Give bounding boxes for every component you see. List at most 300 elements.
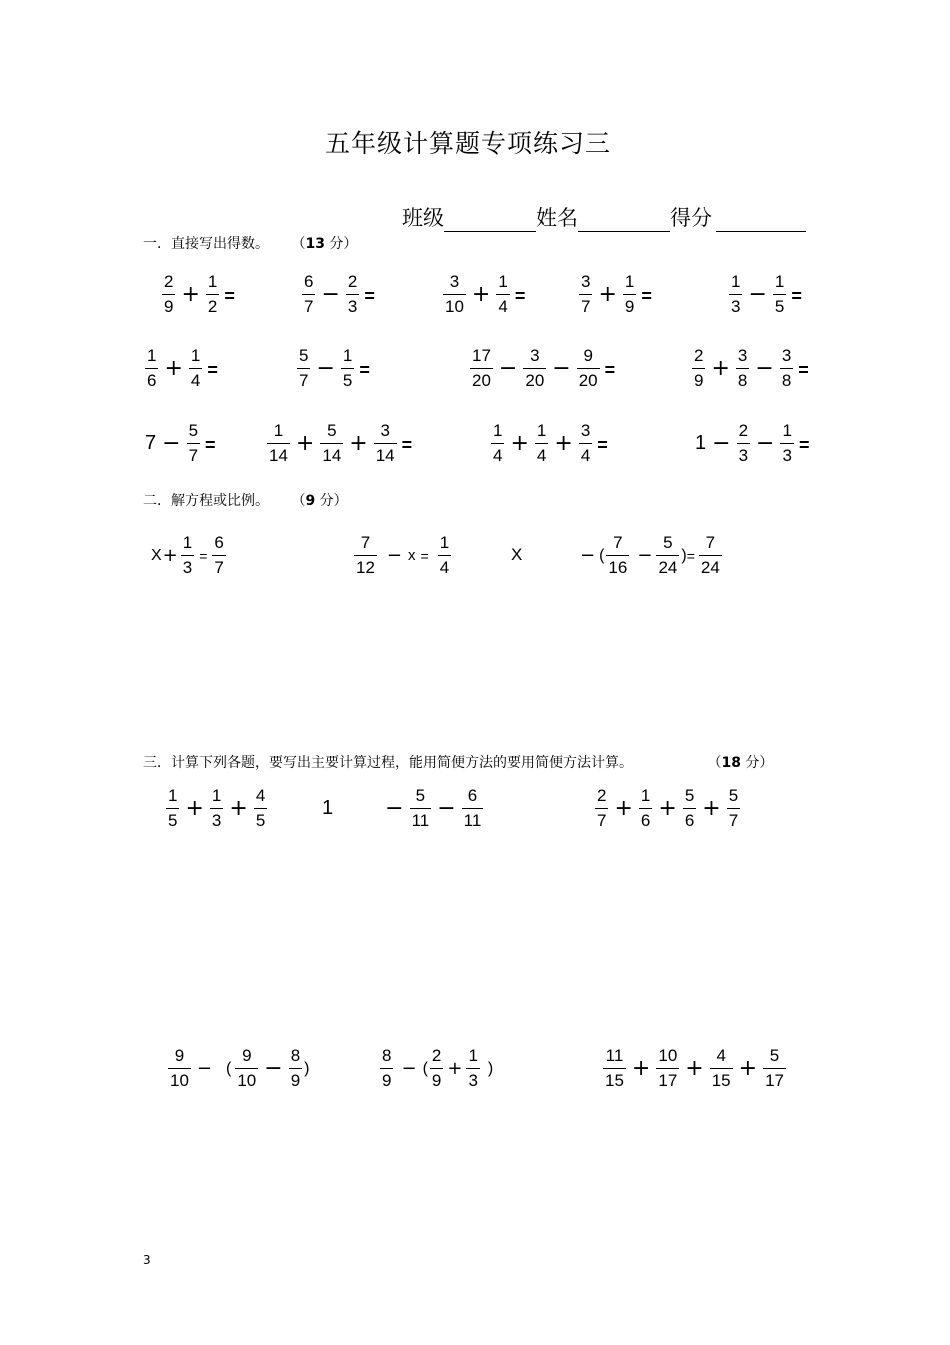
- minus-sign: −: [712, 430, 731, 456]
- fraction: [496, 272, 509, 317]
- plus-sign: +: [181, 281, 200, 307]
- denominator: 4: [498, 297, 508, 316]
- problem-1-2: [300, 272, 375, 317]
- denominator: 10: [445, 297, 464, 316]
- fraction: [254, 786, 267, 831]
- student-info: [402, 202, 806, 232]
- numerator: 3: [530, 346, 540, 365]
- plus-sign: +: [554, 430, 573, 456]
- variable: X: [511, 545, 523, 564]
- plus-sign: +: [631, 1055, 651, 1081]
- fraction-bar: [302, 294, 315, 295]
- fraction: [623, 272, 636, 317]
- numerator: 1: [624, 272, 635, 291]
- fraction: [289, 1046, 302, 1091]
- name-blank[interactable]: [578, 209, 670, 232]
- fraction: [162, 272, 175, 317]
- equals-sign: =: [686, 547, 695, 564]
- fraction-bar: [577, 368, 600, 369]
- fraction: [470, 346, 493, 391]
- section-1-points: [291, 236, 357, 252]
- equals-sign: =: [207, 360, 218, 380]
- fraction-bar: [267, 443, 290, 444]
- fraction-bar: [410, 808, 432, 809]
- variable: X: [151, 546, 162, 564]
- fraction-bar: [639, 808, 652, 809]
- denominator: 4: [190, 371, 201, 390]
- fraction: [302, 272, 315, 317]
- fraction-bar: [491, 443, 504, 444]
- minus-sign: −: [386, 544, 403, 566]
- numerator: 3: [737, 346, 748, 365]
- fraction: [606, 533, 629, 578]
- points-open: （: [707, 755, 722, 771]
- numerator: 1: [207, 272, 218, 291]
- numerator: 2: [164, 272, 174, 291]
- numerator: 3: [449, 272, 460, 291]
- problem-1-4: [577, 272, 652, 317]
- points-close: 分）: [324, 236, 358, 252]
- problem-1-8: [468, 346, 615, 391]
- fraction: [773, 272, 786, 317]
- numerator: 5: [327, 421, 337, 440]
- fraction-bar: [780, 443, 793, 444]
- equation-3: [576, 533, 724, 578]
- fraction: [656, 533, 679, 578]
- denominator: 3: [738, 446, 749, 465]
- calc-6: [601, 1046, 788, 1091]
- numerator: 3: [581, 272, 591, 291]
- fraction: [341, 346, 354, 391]
- fraction-bar: [606, 555, 629, 556]
- denominator: 11: [411, 811, 430, 830]
- equals-sign: =: [798, 435, 810, 455]
- denominator: 24: [658, 558, 678, 577]
- points-open: （: [291, 236, 306, 252]
- fraction: [577, 346, 600, 391]
- denominator: 17: [765, 1071, 784, 1090]
- denominator: 7: [597, 811, 607, 830]
- fraction-bar: [206, 294, 219, 295]
- numerator: 5: [663, 533, 673, 552]
- denominator: 14: [322, 446, 342, 465]
- fraction: [210, 786, 223, 831]
- fraction-bar: [189, 368, 202, 369]
- denominator: 5: [168, 811, 178, 830]
- plus-sign: +: [685, 1055, 704, 1081]
- fraction: [603, 1046, 626, 1091]
- denominator: 9: [164, 297, 174, 316]
- plus-sign: +: [295, 430, 315, 456]
- denominator: 14: [269, 446, 288, 465]
- problem-1-9: [690, 346, 809, 391]
- fraction-bar: [380, 1068, 393, 1069]
- fraction-bar: [727, 808, 740, 809]
- numerator: 2: [347, 272, 358, 291]
- numerator: 5: [188, 421, 199, 440]
- right-paren: ): [304, 1059, 310, 1077]
- problem-1-5: [727, 272, 802, 317]
- whole-number: 7: [145, 432, 157, 454]
- denominator: 7: [304, 297, 314, 316]
- numerator: 3: [580, 421, 591, 440]
- fraction: [145, 346, 158, 391]
- problem-1-6: [143, 346, 218, 391]
- fraction-bar: [181, 555, 194, 556]
- fraction-bar: [168, 1068, 191, 1069]
- fraction: [235, 1046, 258, 1091]
- fraction-bar: [579, 294, 592, 295]
- fraction: [410, 786, 432, 831]
- fraction: [380, 1046, 393, 1091]
- fraction: [523, 346, 546, 391]
- equals-sign: =: [364, 286, 375, 306]
- problem-1-13: [693, 421, 809, 466]
- numerator: 1: [493, 421, 503, 440]
- plus-sign: +: [185, 795, 204, 821]
- fraction: [699, 533, 722, 578]
- denominator: 4: [493, 446, 503, 465]
- numerator: 4: [255, 786, 266, 805]
- fraction-bar: [341, 368, 354, 369]
- fraction-bar: [254, 808, 267, 809]
- plus-sign: +: [598, 281, 617, 307]
- fraction: [710, 1046, 733, 1091]
- calc-3: [593, 786, 742, 831]
- denominator: 4: [536, 446, 547, 465]
- fraction-bar: [354, 555, 377, 556]
- numerator: 3: [781, 346, 792, 365]
- calc-2: [320, 786, 485, 831]
- fraction: [737, 421, 750, 466]
- plus-sign: +: [614, 795, 633, 821]
- numerator: 1: [273, 421, 284, 440]
- numerator: 1: [468, 1046, 478, 1065]
- fraction: [729, 272, 742, 317]
- minus-sign: −: [755, 355, 774, 381]
- denominator: 7: [214, 558, 224, 577]
- denominator: 10: [237, 1071, 257, 1090]
- numerator: 9: [174, 1046, 185, 1065]
- fraction-bar: [523, 368, 546, 369]
- numerator: 6: [304, 272, 314, 291]
- fraction-bar: [162, 294, 175, 295]
- fraction-bar: [443, 294, 466, 295]
- fraction-bar: [737, 443, 750, 444]
- problem-1-7: [295, 346, 370, 391]
- left-paren: (: [599, 546, 605, 564]
- fraction: [168, 1046, 191, 1091]
- fraction: [595, 786, 608, 831]
- denominator: 7: [728, 811, 739, 830]
- minus-sign: −: [162, 430, 181, 456]
- fraction-bar: [710, 1068, 733, 1069]
- equals-sign: =: [205, 435, 216, 455]
- page-number: 3: [143, 1253, 151, 1267]
- fraction-bar: [656, 1068, 679, 1069]
- problem-1-12: [489, 421, 608, 466]
- numerator: 8: [290, 1046, 301, 1065]
- fraction: [166, 786, 179, 831]
- fraction-bar: [235, 1068, 258, 1069]
- equals-sign: =: [359, 360, 370, 380]
- denominator: 9: [624, 297, 635, 316]
- plus-sign: +: [349, 430, 368, 456]
- plus-sign: +: [164, 355, 183, 381]
- denominator: 6: [147, 371, 157, 390]
- minus-sign: −: [264, 1055, 283, 1081]
- numerator: 11: [605, 1046, 624, 1065]
- denominator: 14: [375, 446, 395, 465]
- fraction-bar: [683, 808, 696, 809]
- fraction-bar: [289, 1068, 302, 1069]
- fraction: [181, 533, 194, 578]
- fraction: [535, 421, 548, 466]
- denominator: 9: [382, 1071, 392, 1090]
- numerator: 1: [498, 272, 508, 291]
- right-paren: ): [681, 546, 687, 564]
- fraction-bar: [496, 294, 509, 295]
- equals-sign: =: [791, 286, 802, 306]
- fraction: [297, 346, 310, 391]
- fraction-bar: [603, 1068, 626, 1069]
- denominator: 6: [684, 811, 695, 830]
- minus-sign: −: [437, 795, 456, 821]
- fraction: [727, 786, 740, 831]
- fraction: [656, 1046, 679, 1091]
- variable: x: [408, 547, 416, 564]
- denominator: 3: [182, 558, 193, 577]
- fraction: [639, 786, 652, 831]
- denominator: 9: [431, 1071, 442, 1090]
- fraction-bar: [210, 808, 223, 809]
- fraction-bar: [187, 443, 200, 444]
- fraction-bar: [763, 1068, 786, 1069]
- calc-4: [166, 1046, 310, 1091]
- minus-sign: −: [316, 355, 335, 381]
- right-paren: ): [487, 1059, 494, 1077]
- numerator: 9: [242, 1046, 252, 1065]
- denominator: 3: [211, 811, 222, 830]
- fraction: [206, 272, 219, 317]
- numerator: 1: [182, 533, 193, 552]
- numerator: 10: [658, 1046, 678, 1065]
- denominator: 8: [781, 371, 792, 390]
- fraction: [430, 1046, 443, 1091]
- fraction-bar: [729, 294, 742, 295]
- minus-sign: −: [756, 430, 775, 456]
- fraction: [346, 272, 359, 317]
- problem-1-3: [441, 272, 525, 317]
- numerator: 1: [782, 421, 792, 440]
- numerator: 1: [342, 346, 353, 365]
- denominator: 20: [578, 371, 598, 390]
- equals-sign: =: [597, 435, 608, 455]
- plus-sign: +: [711, 355, 730, 381]
- denominator: 11: [463, 811, 482, 830]
- fraction-bar: [692, 368, 705, 369]
- denominator: 4: [580, 446, 591, 465]
- equals-sign: =: [798, 360, 809, 380]
- denominator: 20: [472, 371, 491, 390]
- numerator: 9: [583, 346, 593, 365]
- fraction: [374, 421, 397, 466]
- points-close: 分）: [315, 493, 348, 509]
- denominator: 6: [640, 811, 651, 830]
- fraction-bar: [623, 294, 636, 295]
- name-label: 姓名: [536, 206, 578, 230]
- numerator: 5: [415, 786, 426, 805]
- equals-sign: =: [224, 286, 235, 306]
- left-paren: (: [422, 1059, 428, 1077]
- fraction: [354, 533, 377, 578]
- numerator: 1: [640, 786, 651, 805]
- denominator: 15: [605, 1071, 624, 1090]
- problem-1-10: [143, 421, 216, 466]
- whole-number: 1: [322, 797, 334, 819]
- equals-sign: =: [199, 547, 208, 564]
- numerator: 5: [769, 1046, 780, 1065]
- fraction: [267, 421, 290, 466]
- numerator: 5: [728, 786, 739, 805]
- denominator: 20: [525, 371, 545, 390]
- minus-sign: −: [748, 281, 767, 307]
- equals-sign: =: [420, 547, 429, 564]
- minus-sign: −: [498, 355, 518, 381]
- section-3-points: [707, 755, 773, 771]
- fraction-bar: [462, 808, 484, 809]
- numerator: 1: [211, 786, 222, 805]
- fraction: [736, 346, 749, 391]
- numerator: 1: [190, 346, 201, 365]
- denominator: 3: [782, 446, 792, 465]
- fraction: [683, 786, 696, 831]
- fraction: [780, 346, 793, 391]
- fraction-bar: [595, 808, 608, 809]
- numerator: 5: [684, 786, 695, 805]
- numerator: 7: [613, 533, 623, 552]
- fraction: [443, 272, 466, 317]
- minus-sign: −: [321, 281, 340, 307]
- left-paren: (: [226, 1059, 232, 1077]
- denominator: 12: [356, 558, 375, 577]
- fraction-bar: [374, 443, 397, 444]
- denominator: 10: [170, 1071, 189, 1090]
- points-value: 13: [305, 236, 325, 252]
- plus-sign: +: [510, 430, 529, 456]
- points-value: 9: [305, 493, 316, 509]
- score-blank[interactable]: [716, 209, 806, 232]
- numerator: 1: [147, 346, 157, 365]
- numerator: 4: [716, 1046, 726, 1065]
- fraction: [187, 421, 200, 466]
- numerator: 2: [597, 786, 607, 805]
- plus-sign: +: [447, 1057, 463, 1079]
- equals-sign: =: [604, 360, 616, 380]
- points-open: （: [291, 493, 306, 509]
- plus-sign: +: [658, 795, 677, 821]
- fraction-bar: [535, 443, 548, 444]
- section-2-points: [291, 493, 347, 509]
- fraction: [763, 1046, 786, 1091]
- numerator: 1: [731, 272, 741, 291]
- whole-number: 1: [695, 432, 707, 454]
- minus-sign: −: [637, 544, 653, 566]
- fraction: [212, 533, 225, 578]
- fraction: [438, 533, 451, 578]
- denominator: 2: [207, 297, 218, 316]
- fraction: [466, 1046, 479, 1091]
- score-label: 得分: [670, 206, 712, 230]
- points-close: 分）: [740, 755, 774, 771]
- denominator: 3: [731, 297, 741, 316]
- problem-1-11: [265, 421, 412, 466]
- points-value: 18: [721, 755, 741, 771]
- numerator: 1: [439, 533, 450, 552]
- fraction-bar: [346, 294, 359, 295]
- denominator: 16: [608, 558, 628, 577]
- page-title: 五年级计算题专项练习三: [325, 129, 612, 158]
- section-2-title: 二．解方程或比例。: [143, 493, 269, 509]
- denominator: 3: [468, 1071, 478, 1090]
- fraction: [780, 421, 793, 466]
- plus-sign: +: [738, 1055, 758, 1081]
- section-2-heading: [143, 490, 348, 510]
- denominator: 24: [700, 558, 720, 577]
- plus-sign: +: [702, 795, 721, 821]
- calc-1: [164, 786, 269, 831]
- fraction: [692, 346, 705, 391]
- numerator: 2: [738, 421, 749, 440]
- problem-1-1: [160, 272, 235, 317]
- denominator: 9: [290, 1071, 301, 1090]
- fraction-bar: [430, 1068, 443, 1069]
- numerator: 1: [536, 421, 547, 440]
- class-blank[interactable]: [444, 209, 536, 232]
- fraction-bar: [780, 368, 793, 369]
- minus-sign: −: [196, 1057, 213, 1079]
- numerator: 17: [472, 346, 491, 365]
- numerator: 6: [214, 533, 224, 552]
- numerator: 6: [467, 786, 478, 805]
- fraction-bar: [579, 443, 592, 444]
- equals-sign: =: [401, 435, 413, 455]
- section-1-title: 一．直接写出得数。: [143, 236, 269, 252]
- minus-sign: −: [580, 544, 596, 566]
- fraction-bar: [773, 294, 786, 295]
- fraction-bar: [166, 808, 179, 809]
- fraction: [491, 421, 504, 466]
- numerator: 7: [360, 533, 371, 552]
- fraction: [462, 786, 484, 831]
- plus-sign: +: [471, 281, 491, 307]
- section-1-heading: [143, 233, 357, 253]
- section-3-title: 三．计算下列各题，要写出主要计算过程，能用简便方法的要用简便方法计算。: [143, 755, 633, 771]
- denominator: 5: [342, 371, 353, 390]
- plus-sign: +: [229, 795, 248, 821]
- fraction-bar: [145, 368, 158, 369]
- minus-sign: −: [401, 1057, 417, 1079]
- fraction: [579, 421, 592, 466]
- numerator: 2: [431, 1046, 442, 1065]
- class-label: 班级: [402, 206, 444, 230]
- fraction-bar: [470, 368, 493, 369]
- fraction-bar: [736, 368, 749, 369]
- fraction-bar: [656, 555, 679, 556]
- fraction: [189, 346, 202, 391]
- numerator: 3: [380, 421, 390, 440]
- numerator: 5: [299, 346, 309, 365]
